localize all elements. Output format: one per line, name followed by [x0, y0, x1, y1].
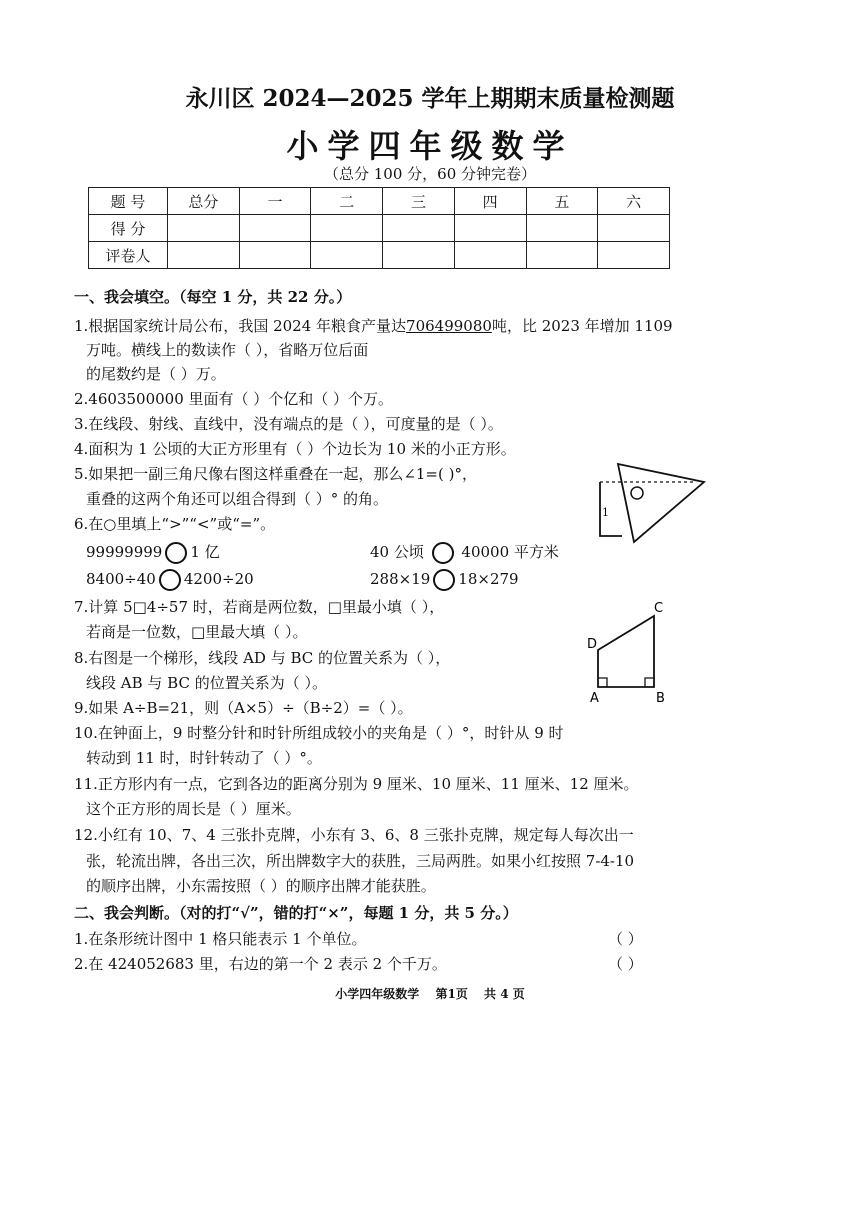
- score-header-cell: 三: [383, 188, 455, 215]
- score-row-label: 得 分: [89, 215, 168, 242]
- judge-item-2: 2.在 424052683 里，右边的第一个 2 表示 2 个千万。: [74, 955, 447, 973]
- vertex-label-b: B: [656, 691, 665, 706]
- q11-line2: 这个正方形的周长是（ ）厘米。: [86, 800, 301, 818]
- q6-right: 1 亿: [190, 543, 220, 561]
- q7-line1: 7.计算 5□4÷57 时，若商是两位数，□里最小填（ ），: [74, 598, 445, 616]
- compare-circle[interactable]: [159, 569, 181, 591]
- judge-bracket-1[interactable]: （ ）: [608, 930, 643, 948]
- q10-line1: 10.在钟面上，9 时整分针和时针所组成较小的夹角是（ ）°，时针从 9 时: [74, 724, 564, 742]
- q1-line2: 万吨。横线上的数读作（ ），省略万位后面: [86, 341, 369, 359]
- score-cell[interactable]: [311, 215, 383, 242]
- compare-circle[interactable]: [165, 542, 187, 564]
- q6-left: 288×19: [370, 570, 431, 588]
- score-row: [89, 215, 670, 242]
- grader-cell[interactable]: [598, 242, 670, 269]
- footer-total: 共 4 页: [484, 987, 525, 1001]
- q1-line3: 的尾数约是（ ）万。: [86, 365, 226, 383]
- q6-right: 40000 平方米: [461, 543, 559, 561]
- q6-pair-3: [86, 567, 254, 591]
- grader-cell[interactable]: [311, 242, 383, 269]
- q12-line1: 12.小红有 10、7、4 三张扑克牌，小东有 3、6、8 三张扑克牌，规定每人每次出一: [74, 826, 634, 844]
- exam-note: （总分 100 分，60 分钟完卷）: [323, 165, 537, 183]
- q12-line3: 的顺序出牌，小东需按照（ ）的顺序出牌才能获胜。: [86, 877, 436, 895]
- footer-subject: 小学四年级数学: [335, 987, 420, 1001]
- exam-title: 永川区 2024—2025 学年上期期末质量检测题: [185, 85, 675, 112]
- q6-right: 4200÷20: [183, 570, 254, 588]
- q6-pair-4: [370, 567, 519, 591]
- q1-text-a: 1.根据国家统计局公布，我国 2024 年粮食产量达: [74, 317, 407, 335]
- grader-cell[interactable]: [383, 242, 455, 269]
- grader-row-label: 评卷人: [89, 242, 168, 269]
- section2-heading: 二、我会判断。（对的打“√”，错的打“×”，每题 1 分，共 5 分。）: [74, 904, 518, 922]
- q6-line1: 6.在○里填上“>”“<”或“=”。: [74, 515, 276, 533]
- grader-cell[interactable]: [239, 242, 311, 269]
- score-header-cell: 六: [598, 188, 670, 215]
- q1-line1: [74, 316, 673, 336]
- q7-line2: 若商是一位数，□里最大填（ ）。: [86, 623, 308, 641]
- score-header-cell: 五: [526, 188, 598, 215]
- score-cell[interactable]: [526, 215, 598, 242]
- q4-line: 4.面积为 1 公顷的大正方形里有（ ）个边长为 10 米的小正方形。: [74, 440, 516, 458]
- score-table: [88, 187, 670, 269]
- q1-text-b: 吨，比 2023 年增加 1109: [491, 317, 673, 335]
- section1-heading: 一、我会填空。（每空 1 分，共 22 分。）: [74, 288, 352, 306]
- q6-pair-2: [370, 540, 559, 564]
- compare-circle[interactable]: [432, 542, 454, 564]
- trapezoid-figure: [584, 598, 676, 708]
- score-table-header-row: [89, 188, 670, 215]
- score-cell[interactable]: [454, 215, 526, 242]
- set-squares-figure: [592, 458, 708, 544]
- q12-line2: 张，轮流出牌，各出三次，所出牌数字大的获胜，三局两胜。如果小红按照 7-4-10: [86, 852, 635, 870]
- q5-line1: 5.如果把一副三角尺像右图这样重叠在一起，那么∠1=( )°，: [74, 465, 477, 483]
- q8-line1: 8.右图是一个梯形，线段 AD 与 BC 的位置关系为（ ），: [74, 649, 451, 667]
- right-angle-mark-b: [645, 678, 654, 687]
- judge-bracket-2[interactable]: （ ）: [608, 955, 643, 973]
- score-cell[interactable]: [168, 215, 240, 242]
- vertex-label-d: D: [587, 637, 598, 652]
- score-header-cell: 二: [311, 188, 383, 215]
- grader-cell[interactable]: [526, 242, 598, 269]
- q6-pair-1: [86, 540, 220, 564]
- score-header-cell: 一: [239, 188, 311, 215]
- q5-line2: 重叠的这两个角还可以组合得到（ ）° 的角。: [86, 490, 389, 508]
- right-angle-mark-a: [598, 678, 607, 687]
- compare-circle[interactable]: [433, 569, 455, 591]
- score-cell[interactable]: [383, 215, 455, 242]
- footer-page: 第1页: [435, 987, 468, 1001]
- grader-cell[interactable]: [454, 242, 526, 269]
- q10-line2: 转动到 11 时，时针转动了（ ）°。: [86, 749, 322, 767]
- q2-line: 2.4603500000 里面有（ ）个亿和（ ）个万。: [74, 390, 394, 408]
- score-header-cell: 总分: [168, 188, 240, 215]
- vertex-label-c: C: [654, 601, 664, 616]
- q3-line: 3.在线段、射线、直线中，没有端点的是（ ），可度量的是（ ）。: [74, 415, 503, 433]
- score-header-cell: 题 号: [89, 188, 168, 215]
- large-triangle: [618, 464, 704, 542]
- q1-number: 706499080: [406, 317, 492, 335]
- q6-right: 18×279: [458, 570, 519, 588]
- exam-subject: 小学四年级数学: [286, 127, 574, 165]
- score-header-cell: 四: [454, 188, 526, 215]
- vertex-label-a: A: [590, 691, 599, 706]
- score-cell[interactable]: [598, 215, 670, 242]
- q11-line1: 11.正方形内有一点，它到各边的距离分别为 9 厘米、10 厘米、11 厘米、12 厘米。: [74, 775, 639, 793]
- grader-row: [89, 242, 670, 269]
- q6-left: 40 公顷: [370, 543, 424, 561]
- q6-left: 8400÷40: [86, 570, 156, 588]
- judge-item-1: 1.在条形统计图中 1 格只能表示 1 个单位。: [74, 930, 367, 948]
- grader-cell[interactable]: [168, 242, 240, 269]
- q8-line2: 线段 AB 与 BC 的位置关系为（ ）。: [86, 674, 327, 692]
- page-footer: [0, 985, 860, 1002]
- triangle-hole: [631, 487, 643, 499]
- q6-left: 99999999: [86, 543, 163, 561]
- q9-line: 9.如果 A÷B=21，则（A×5）÷（B÷2）=（ ）。: [74, 699, 413, 717]
- angle-1-label: 1: [602, 506, 609, 519]
- trapezoid-shape: [598, 616, 654, 687]
- score-cell[interactable]: [239, 215, 311, 242]
